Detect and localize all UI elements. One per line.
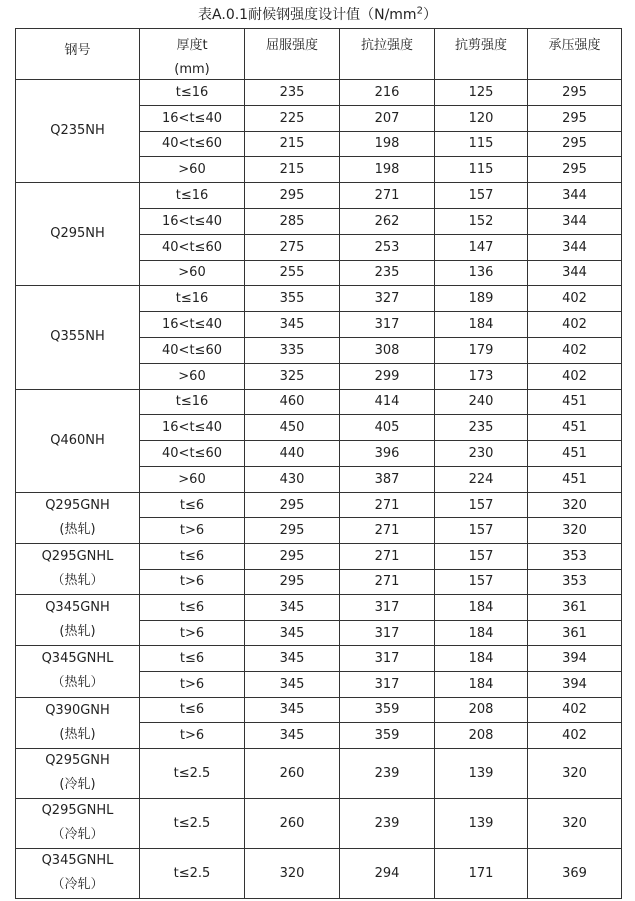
table-row bbox=[16, 389, 622, 415]
bearing-strength-cell: 361 bbox=[528, 595, 622, 621]
shear-strength-cell: 139 bbox=[435, 748, 528, 798]
shear-strength-cell: 184 bbox=[435, 646, 528, 672]
thickness-cell: 16<t≤40 bbox=[140, 415, 245, 441]
table-row bbox=[16, 646, 622, 672]
steel-grade: Q295GNHL bbox=[41, 803, 114, 819]
yield-strength-cell: 295 bbox=[245, 492, 340, 518]
tensile-strength-cell: 235 bbox=[340, 260, 435, 286]
header-tensile-strength bbox=[340, 29, 435, 80]
header-label: 屈服强度 bbox=[265, 38, 318, 53]
rolling-type: （热轧） bbox=[51, 573, 104, 589]
tensile-strength-cell: 271 bbox=[340, 569, 435, 595]
thickness-cell: 16<t≤40 bbox=[140, 312, 245, 338]
shear-strength-cell: 179 bbox=[435, 337, 528, 363]
yield-strength-cell: 440 bbox=[245, 441, 340, 467]
thickness-cell: t≤2.5 bbox=[140, 798, 245, 848]
thickness-cell: t>6 bbox=[140, 569, 245, 595]
tensile-strength-cell: 239 bbox=[340, 748, 435, 798]
yield-strength-cell: 295 bbox=[245, 569, 340, 595]
yield-strength-cell: 335 bbox=[245, 337, 340, 363]
yield-strength-cell: 295 bbox=[245, 543, 340, 569]
shear-strength-cell: 136 bbox=[435, 260, 528, 286]
bearing-strength-cell: 295 bbox=[528, 157, 622, 183]
rolling-type: （热轧） bbox=[51, 675, 104, 691]
steel-grade-cell bbox=[16, 286, 140, 389]
tensile-strength-cell: 317 bbox=[340, 595, 435, 621]
rolling-type: (热轧) bbox=[59, 521, 96, 537]
rolling-type: （冷轧） bbox=[51, 877, 104, 893]
tensile-strength-cell: 327 bbox=[340, 286, 435, 312]
thickness-cell: 40<t≤60 bbox=[140, 441, 245, 467]
steel-grade-cell bbox=[16, 492, 140, 543]
yield-strength-cell: 295 bbox=[245, 183, 340, 209]
thickness-cell: t≤16 bbox=[140, 80, 245, 106]
strength-table bbox=[15, 28, 622, 899]
bearing-strength-cell: 320 bbox=[528, 798, 622, 848]
header-thickness bbox=[140, 29, 245, 80]
bearing-strength-cell: 353 bbox=[528, 543, 622, 569]
table-row bbox=[16, 798, 622, 848]
steel-grade: Q235NH bbox=[50, 123, 105, 139]
bearing-strength-cell: 451 bbox=[528, 389, 622, 415]
header-label: 抗剪强度 bbox=[454, 38, 507, 53]
tensile-strength-cell: 414 bbox=[340, 389, 435, 415]
shear-strength-cell: 230 bbox=[435, 441, 528, 467]
bearing-strength-cell: 402 bbox=[528, 337, 622, 363]
bearing-strength-cell: 344 bbox=[528, 208, 622, 234]
yield-strength-cell: 345 bbox=[245, 723, 340, 749]
thickness-cell: t≤6 bbox=[140, 543, 245, 569]
steel-grade-cell bbox=[16, 646, 140, 697]
tensile-strength-cell: 359 bbox=[340, 697, 435, 723]
thickness-cell: t≤16 bbox=[140, 389, 245, 415]
steel-grade-cell bbox=[16, 183, 140, 286]
tensile-strength-cell: 387 bbox=[340, 466, 435, 492]
tensile-strength-cell: 271 bbox=[340, 183, 435, 209]
thickness-cell: 16<t≤40 bbox=[140, 105, 245, 131]
header-yield-strength bbox=[245, 29, 340, 80]
tensile-strength-cell: 317 bbox=[340, 671, 435, 697]
shear-strength-cell: 120 bbox=[435, 105, 528, 131]
steel-grade: Q345GNHL bbox=[41, 651, 114, 667]
thickness-cell: 40<t≤60 bbox=[140, 234, 245, 260]
steel-grade: Q345GNHL bbox=[41, 853, 114, 869]
header-label: 钢号 bbox=[64, 43, 91, 58]
tensile-strength-cell: 299 bbox=[340, 363, 435, 389]
tensile-strength-cell: 239 bbox=[340, 798, 435, 848]
shear-strength-cell: 240 bbox=[435, 389, 528, 415]
thickness-cell: t>6 bbox=[140, 671, 245, 697]
shear-strength-cell: 152 bbox=[435, 208, 528, 234]
tensile-strength-cell: 317 bbox=[340, 620, 435, 646]
steel-grade: Q295GNH bbox=[45, 497, 110, 513]
rolling-type: (冷轧) bbox=[59, 777, 96, 793]
rolling-type: (热轧) bbox=[59, 624, 96, 640]
bearing-strength-cell: 402 bbox=[528, 363, 622, 389]
shear-strength-cell: 208 bbox=[435, 697, 528, 723]
table-row bbox=[16, 595, 622, 621]
yield-strength-cell: 345 bbox=[245, 671, 340, 697]
bearing-strength-cell: 369 bbox=[528, 848, 622, 898]
yield-strength-cell: 215 bbox=[245, 131, 340, 157]
steel-grade: Q460NH bbox=[50, 432, 105, 448]
shear-strength-cell: 224 bbox=[435, 466, 528, 492]
steel-grade: Q295GNH bbox=[45, 753, 110, 769]
shear-strength-cell: 184 bbox=[435, 595, 528, 621]
rolling-type: (热轧) bbox=[59, 726, 96, 742]
caption-superscript: 2 bbox=[416, 5, 423, 17]
bearing-strength-cell: 320 bbox=[528, 492, 622, 518]
yield-strength-cell: 260 bbox=[245, 798, 340, 848]
yield-strength-cell: 345 bbox=[245, 595, 340, 621]
steel-grade-cell bbox=[16, 543, 140, 594]
table-caption bbox=[0, 2, 635, 28]
tensile-strength-cell: 262 bbox=[340, 208, 435, 234]
thickness-cell: 40<t≤60 bbox=[140, 131, 245, 157]
header-label: 厚度t bbox=[176, 38, 208, 53]
yield-strength-cell: 275 bbox=[245, 234, 340, 260]
bearing-strength-cell: 402 bbox=[528, 286, 622, 312]
bearing-strength-cell: 451 bbox=[528, 466, 622, 492]
yield-strength-cell: 325 bbox=[245, 363, 340, 389]
header-row bbox=[16, 29, 622, 80]
tensile-strength-cell: 294 bbox=[340, 848, 435, 898]
yield-strength-cell: 355 bbox=[245, 286, 340, 312]
shear-strength-cell: 157 bbox=[435, 543, 528, 569]
yield-strength-cell: 345 bbox=[245, 697, 340, 723]
thickness-cell: t≤6 bbox=[140, 492, 245, 518]
shear-strength-cell: 184 bbox=[435, 671, 528, 697]
shear-strength-cell: 157 bbox=[435, 569, 528, 595]
table-row bbox=[16, 848, 622, 898]
steel-grade: Q295GNHL bbox=[41, 549, 114, 565]
shear-strength-cell: 173 bbox=[435, 363, 528, 389]
shear-strength-cell: 235 bbox=[435, 415, 528, 441]
caption-text: 表A.0.1耐候钢强度设计值（N/mm bbox=[198, 7, 417, 23]
table-row bbox=[16, 80, 622, 106]
tensile-strength-cell: 271 bbox=[340, 518, 435, 544]
thickness-cell: t≤6 bbox=[140, 646, 245, 672]
yield-strength-cell: 235 bbox=[245, 80, 340, 106]
steel-grade-cell bbox=[16, 595, 140, 646]
bearing-strength-cell: 361 bbox=[528, 620, 622, 646]
steel-grade-cell bbox=[16, 748, 140, 798]
yield-strength-cell: 345 bbox=[245, 646, 340, 672]
yield-strength-cell: 345 bbox=[245, 620, 340, 646]
tensile-strength-cell: 198 bbox=[340, 157, 435, 183]
yield-strength-cell: 460 bbox=[245, 389, 340, 415]
yield-strength-cell: 285 bbox=[245, 208, 340, 234]
bearing-strength-cell: 344 bbox=[528, 183, 622, 209]
bearing-strength-cell: 402 bbox=[528, 723, 622, 749]
bearing-strength-cell: 353 bbox=[528, 569, 622, 595]
thickness-cell: t>6 bbox=[140, 518, 245, 544]
caption-close: ） bbox=[422, 7, 437, 23]
header-label: 抗拉强度 bbox=[360, 38, 413, 53]
tensile-strength-cell: 216 bbox=[340, 80, 435, 106]
yield-strength-cell: 255 bbox=[245, 260, 340, 286]
bearing-strength-cell: 394 bbox=[528, 671, 622, 697]
header-bearing-strength bbox=[528, 29, 622, 80]
bearing-strength-cell: 320 bbox=[528, 518, 622, 544]
steel-grade-cell bbox=[16, 389, 140, 492]
steel-grade: Q355NH bbox=[50, 329, 105, 345]
thickness-cell: >60 bbox=[140, 260, 245, 286]
shear-strength-cell: 189 bbox=[435, 286, 528, 312]
bearing-strength-cell: 295 bbox=[528, 131, 622, 157]
yield-strength-cell: 225 bbox=[245, 105, 340, 131]
bearing-strength-cell: 402 bbox=[528, 312, 622, 338]
thickness-cell: t>6 bbox=[140, 620, 245, 646]
header-shear-strength bbox=[435, 29, 528, 80]
tensile-strength-cell: 405 bbox=[340, 415, 435, 441]
thickness-cell: 16<t≤40 bbox=[140, 208, 245, 234]
thickness-cell: t≤2.5 bbox=[140, 848, 245, 898]
shear-strength-cell: 147 bbox=[435, 234, 528, 260]
table-row bbox=[16, 748, 622, 798]
table-row bbox=[16, 543, 622, 569]
yield-strength-cell: 260 bbox=[245, 748, 340, 798]
thickness-cell: t>6 bbox=[140, 723, 245, 749]
yield-strength-cell: 320 bbox=[245, 848, 340, 898]
bearing-strength-cell: 402 bbox=[528, 697, 622, 723]
steel-grade: Q390GNH bbox=[45, 702, 110, 718]
steel-grade: Q295NH bbox=[50, 226, 105, 242]
tensile-strength-cell: 271 bbox=[340, 543, 435, 569]
yield-strength-cell: 450 bbox=[245, 415, 340, 441]
bearing-strength-cell: 451 bbox=[528, 415, 622, 441]
bearing-strength-cell: 320 bbox=[528, 748, 622, 798]
tensile-strength-cell: 207 bbox=[340, 105, 435, 131]
bearing-strength-cell: 344 bbox=[528, 234, 622, 260]
thickness-cell: >60 bbox=[140, 363, 245, 389]
shear-strength-cell: 171 bbox=[435, 848, 528, 898]
shear-strength-cell: 184 bbox=[435, 312, 528, 338]
shear-strength-cell: 115 bbox=[435, 131, 528, 157]
table-row bbox=[16, 286, 622, 312]
steel-grade: Q345GNH bbox=[45, 600, 110, 616]
tensile-strength-cell: 317 bbox=[340, 312, 435, 338]
table-row bbox=[16, 183, 622, 209]
tensile-strength-cell: 198 bbox=[340, 131, 435, 157]
thickness-cell: 40<t≤60 bbox=[140, 337, 245, 363]
tensile-strength-cell: 359 bbox=[340, 723, 435, 749]
steel-grade-cell bbox=[16, 80, 140, 183]
thickness-cell: t≤6 bbox=[140, 595, 245, 621]
bearing-strength-cell: 295 bbox=[528, 105, 622, 131]
yield-strength-cell: 430 bbox=[245, 466, 340, 492]
shear-strength-cell: 115 bbox=[435, 157, 528, 183]
tensile-strength-cell: 317 bbox=[340, 646, 435, 672]
thickness-cell: t≤6 bbox=[140, 697, 245, 723]
tensile-strength-cell: 308 bbox=[340, 337, 435, 363]
shear-strength-cell: 139 bbox=[435, 798, 528, 848]
steel-grade-cell bbox=[16, 798, 140, 848]
steel-grade-cell bbox=[16, 697, 140, 748]
header-steel-grade bbox=[16, 29, 140, 80]
tensile-strength-cell: 396 bbox=[340, 441, 435, 467]
shear-strength-cell: 157 bbox=[435, 518, 528, 544]
yield-strength-cell: 295 bbox=[245, 518, 340, 544]
tensile-strength-cell: 271 bbox=[340, 492, 435, 518]
header-label: 承压强度 bbox=[548, 38, 601, 53]
shear-strength-cell: 157 bbox=[435, 183, 528, 209]
table-row bbox=[16, 697, 622, 723]
shear-strength-cell: 184 bbox=[435, 620, 528, 646]
tensile-strength-cell: 253 bbox=[340, 234, 435, 260]
thickness-cell: t≤2.5 bbox=[140, 748, 245, 798]
bearing-strength-cell: 451 bbox=[528, 441, 622, 467]
bearing-strength-cell: 295 bbox=[528, 80, 622, 106]
thickness-cell: >60 bbox=[140, 157, 245, 183]
yield-strength-cell: 215 bbox=[245, 157, 340, 183]
yield-strength-cell: 345 bbox=[245, 312, 340, 338]
shear-strength-cell: 157 bbox=[435, 492, 528, 518]
header-label: (mm) bbox=[174, 62, 210, 77]
steel-grade-cell bbox=[16, 848, 140, 898]
bearing-strength-cell: 394 bbox=[528, 646, 622, 672]
thickness-cell: t≤16 bbox=[140, 286, 245, 312]
thickness-cell: >60 bbox=[140, 466, 245, 492]
table-row bbox=[16, 492, 622, 518]
shear-strength-cell: 125 bbox=[435, 80, 528, 106]
thickness-cell: t≤16 bbox=[140, 183, 245, 209]
shear-strength-cell: 208 bbox=[435, 723, 528, 749]
rolling-type: （冷轧） bbox=[51, 827, 104, 843]
bearing-strength-cell: 344 bbox=[528, 260, 622, 286]
